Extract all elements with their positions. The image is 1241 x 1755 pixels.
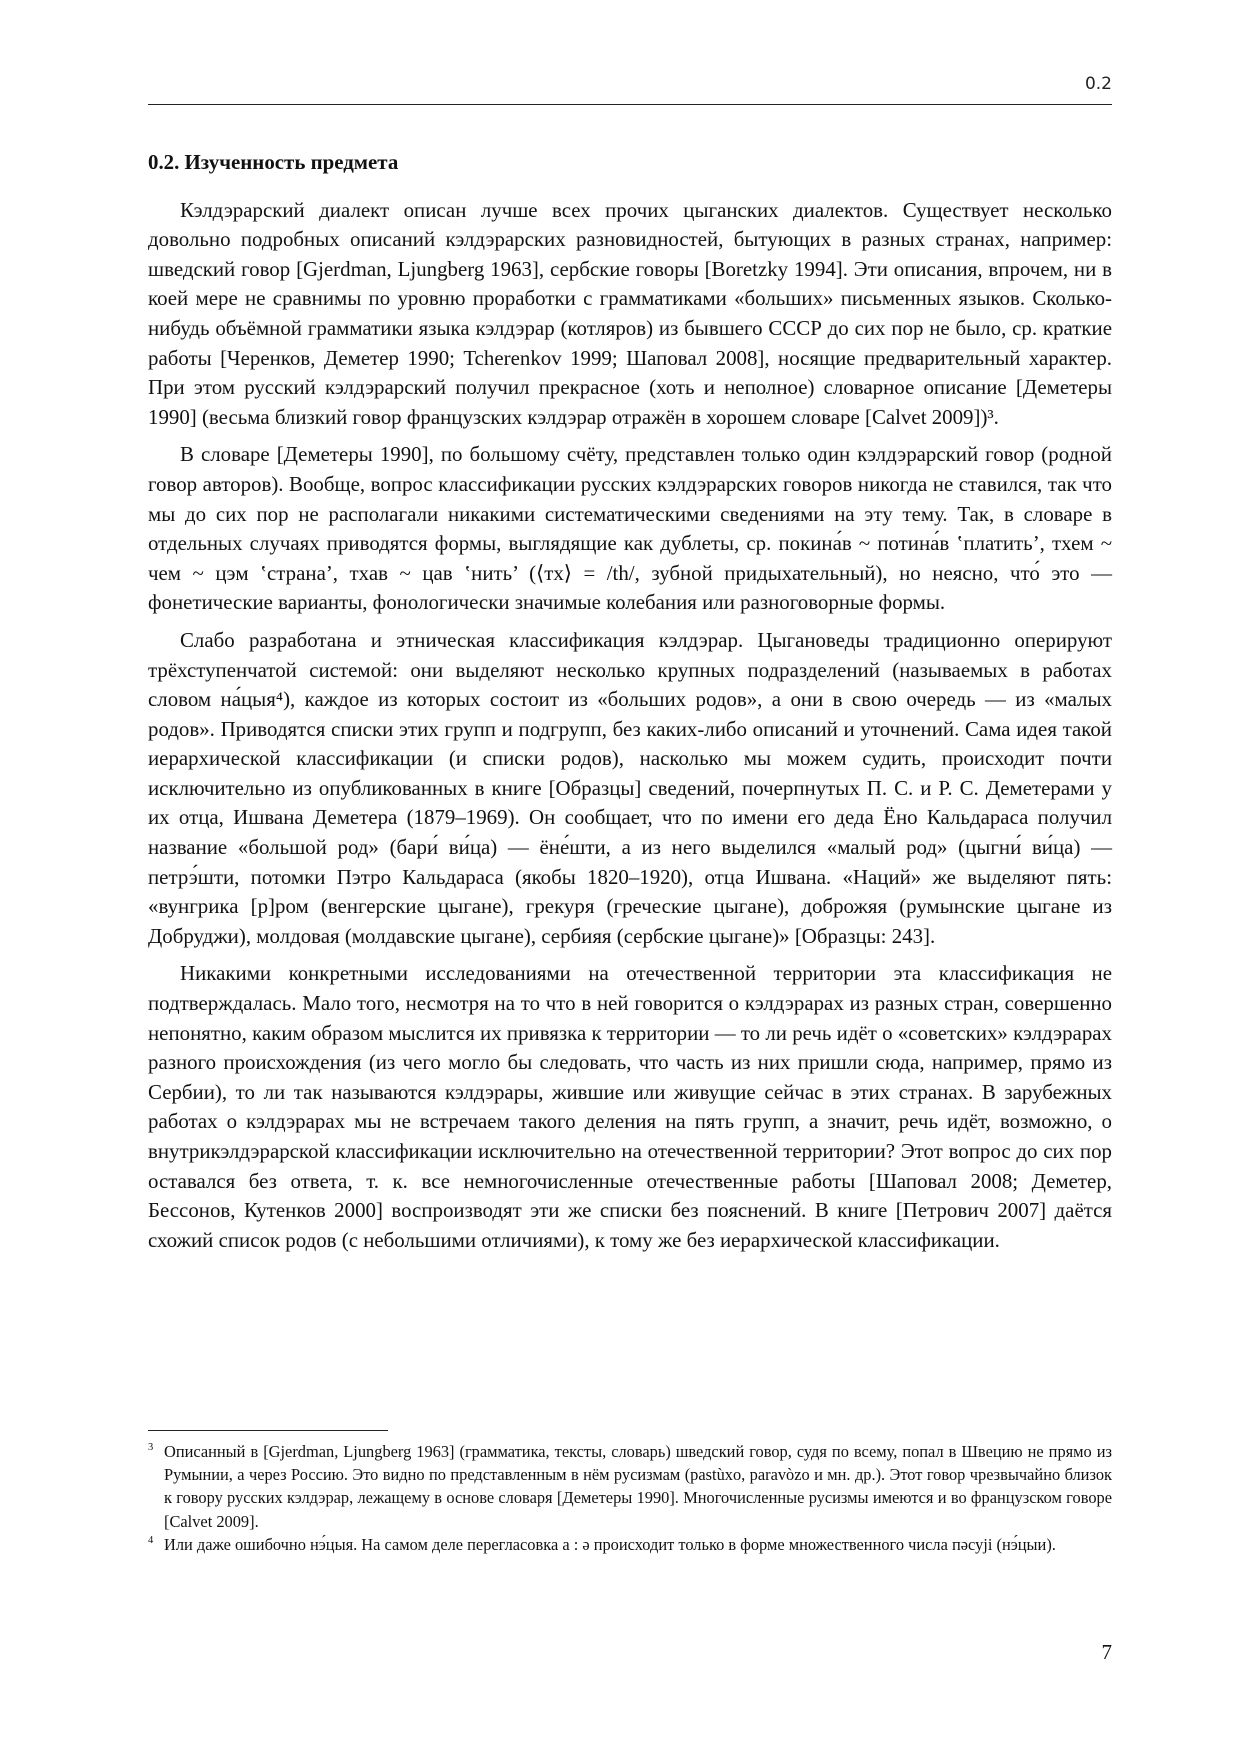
paragraph: Никакими конкретными исследованиями на отечественной территории эта классификация не подтверждалась. Мало того, несмотря на то что в ней говорится о кэлдэрарах из разных стран, совершенно непонятно, каким образом мыслится их привязка к территории — то ли речь идёт о «советских» кэлдэрарах разного происхождения (из чего могло бы следовать, что часть из них пришли сюда, например, прямо из Сербии), то ли так называются кэлдэрары, жившие или живущие сейчас в этих странах. В зарубежных работах о кэлдэрарах мы не встречаем такого деления на пять групп, а значит, речь идёт, возможно, о внутрикэлдэрарской классификации исключительно на отечественной территории? Этот вопрос до сих пор оставался без ответа, т. к. все немногочисленные отечественные работы [Шаповал 2008; Деметер, Бессонов, Кутенков 2000] воспроизводят эти же списки без пояснений. В книге [Петрович 2007] даётся схожий список родов (с небольшими отличиями), к тому же без иерархической классификации. <box>148 961 1112 1252</box>
paragraph: Слабо разработана и этническая классификация кэлдэрар. Цыгановеды традиционно оперируют трёхступенчатой системой: они выделяют несколько крупных подразделений (называемых в работах словом на́цыя⁴), каждое из которых состоит из «больших родов», а они в свою очередь — из «малых родов». Приводятся списки этих групп и подгрупп, без каких-либо описаний и уточнений. Сама идея такой иерархической классификации (и списки родов), насколько мы можем судить, происходит почти исключительно из опубликованных в книге [Образцы] сведений, почерпнутых П. С. и Р. С. Деметерами у их отца, Ишвана Деметера (1879–1969). Он сообщает, что по имени его деда Ёно Кальдараса получил название «большой род» (бари́ ви́ца) — ёне́шти, а из него выделился «малый род» (цыгни́ ви́ца) — петрэ́шти, потомки Пэтро Кальдараса (якобы 1820–1920), отца Ишвана. «Наций» же выделяют пять: «вунгрика [р]ром (венгерские цыгане), грекуря (греческие цыгане), доброжяя (румынские цыгане из Добруджи), молдовая (молдавские цыгане), сербияя (сербские цыгане)» [Образцы: 243]. <box>148 627 1112 948</box>
running-header <box>148 74 1112 105</box>
paragraph: В словаре [Деметеры 1990], по большому счёту, представлен только один кэлдэрарский говор (родной говор авторов). Вообще, вопрос классификации русских кэлдэрарских говоров никогда не ставился, так что мы до сих пор не располагали никакими систематическими сведениями на эту тему. Так, в словаре в отдельных случаях приводятся формы, выглядящие как дублеты, ср. покина́в ~ потина́в ʽплатить’, тхем ~ чем ~ цэм ʽстрана’, тхав ~ цав ʽнить’ (⟨тх⟩ = /th/, зубной придыхательный), но неясно, что́ это — фонетические варианты, фонологически значимые колебания или разноговорные формы. <box>148 442 1112 615</box>
footnote-separator <box>148 1430 388 1431</box>
paragraph: Кэлдэрарский диалект описан лучше всех прочих цыганских диалектов. Существует несколько довольно подробных описаний кэлдэрарских разновидностей, бытующих в разных странах, например: шведский говор [Gjerdman, Ljungberg 1963], сербские говоры [Boretzky 1994]. Эти описания, впрочем, ни в коей мере не сравнимы по уровню проработки с грамматиками «больших» письменных языков. Сколько-нибудь объёмной грамматики языка кэлдэрар (котляров) из бывшего СССР до сих пор не было, ср. краткие работы [Черенков, Деметер 1990; Tcherenkov 1999; Шаповал 2008], носящие предварительный характер. При этом русский кэлдэрарский получил прекрасное (хоть и неполное) словарное описание [Деметеры 1990] (весьма близкий говор французских кэлдэрар отражён в хорошем словаре [Calvet 2009])³. <box>148 197 1112 429</box>
footnote-mark: 3 <box>148 1442 154 1453</box>
footnote-text: Или даже ошибочно нэ́цыя. На самом деле перегласовка а : ә происходит только в форме множественного числа пәсуjі (нэ́цыи). <box>164 1534 1056 1554</box>
running-head-label: 0.2 <box>1084 74 1112 94</box>
footnote <box>148 1533 1112 1556</box>
section-title: 0.2. Изученность предмета <box>148 150 399 174</box>
footnote-text: Описанный в [Gjerdman, Ljungberg 1963] (грамматика, тексты, словарь) шведский говор, судя по всему, попал в Швецию не прямо из Румынии, а через Россию. Это видно по представленным в нём русизмам (pastùxo, paravòzo и мн. др.). Этот говор чрезвычайно близок к говору русских кэлдэрар, лежащему в основе словаря [Деметеры 1990]. Многочисленные русизмы имеются и во французском говоре [Calvet 2009]. <box>164 1442 1112 1531</box>
body-text <box>148 148 1112 1255</box>
footnotes <box>148 1440 1112 1556</box>
footnote-mark: 4 <box>148 1534 154 1546</box>
page-number: 7 <box>1101 1640 1112 1664</box>
footnote <box>148 1440 1112 1533</box>
